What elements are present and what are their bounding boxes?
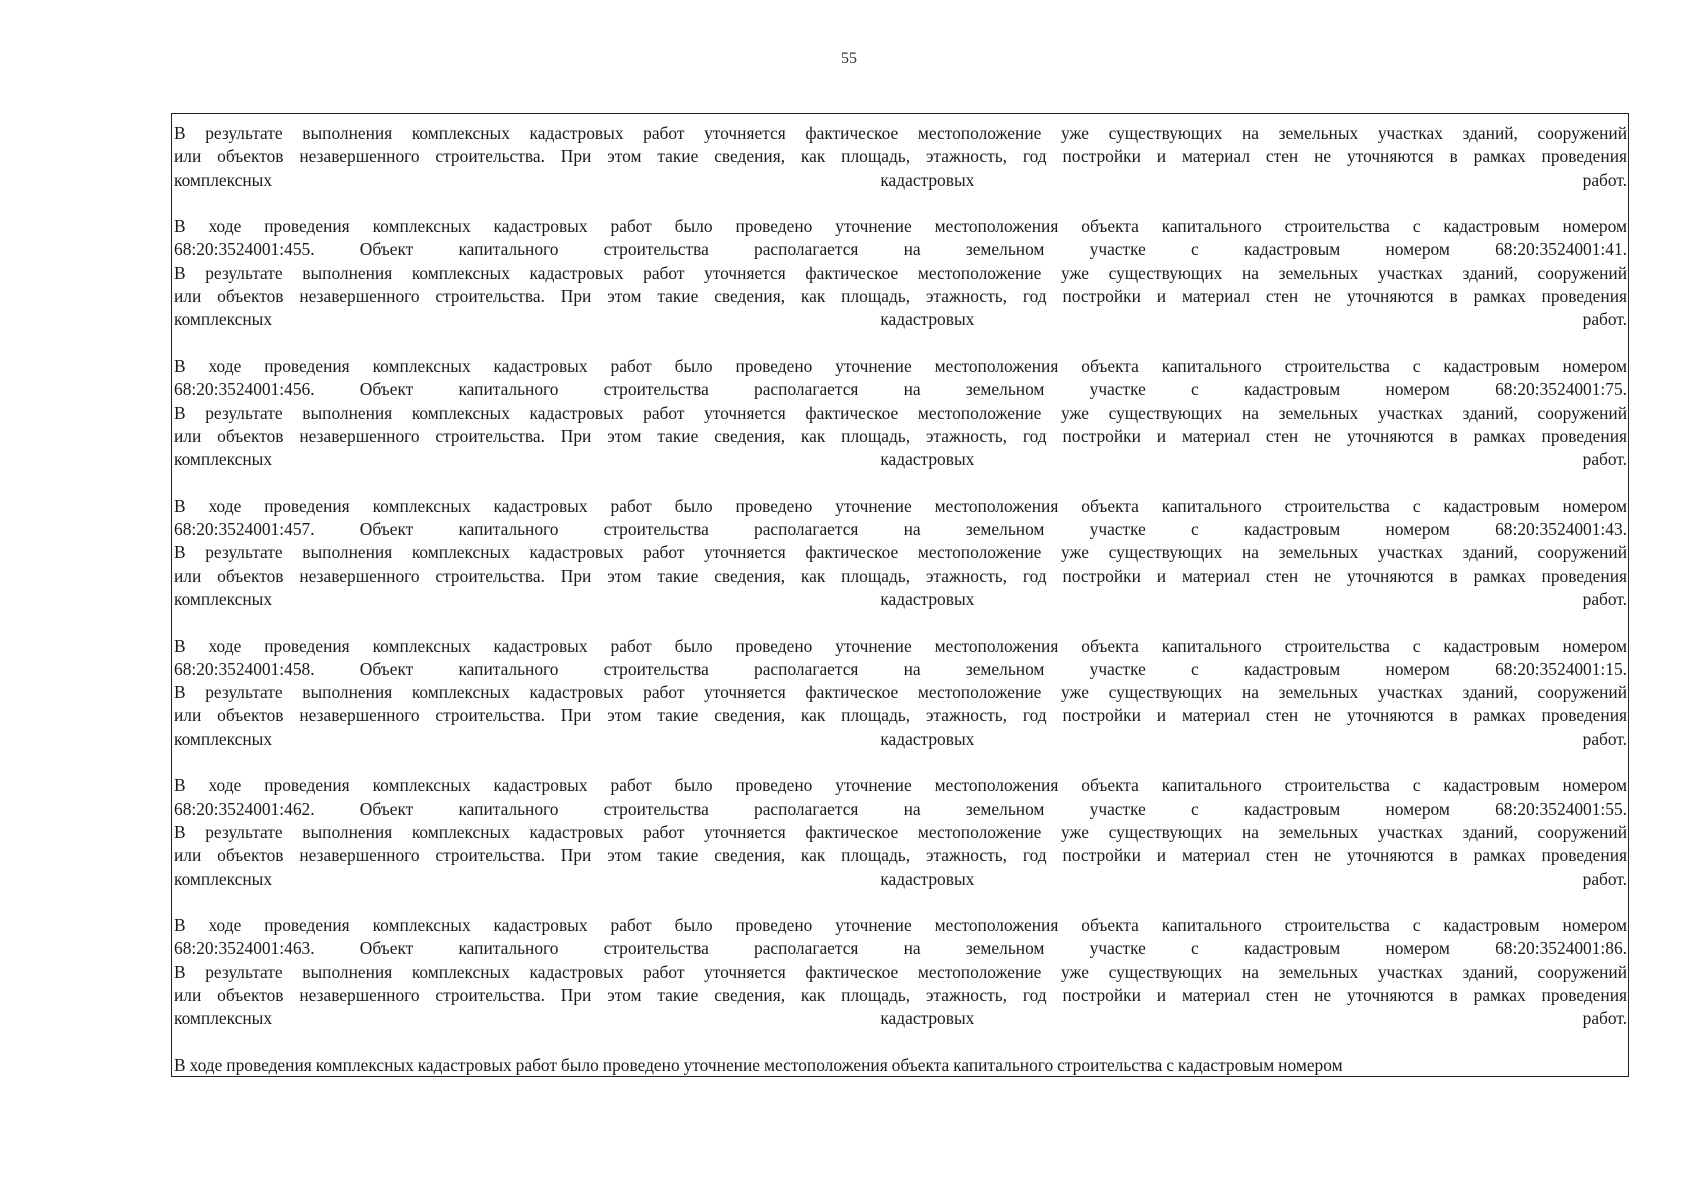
paragraph-line: В ходе проведения комплексных кадастровых работ было проведено уточнение местоположения объекта капитального строительства с кадастровым номером <box>174 216 1627 237</box>
paragraph-line: В результате выполнения комплексных кадастровых работ уточняется фактическое местоположение уже существующих на земельных участках зданий, сооружений <box>174 821 1627 842</box>
paragraph-line: комплексных кадастровых работ. <box>174 588 1627 609</box>
paragraph <box>174 122 1627 192</box>
paragraph-line: 68:20:3524001:462. Объект капитального строительства располагается на земельном участке с кадастровым номером 68:20:3524001:55. <box>174 798 1627 819</box>
paragraph-line: 68:20:3524001:463. Объект капитального строительства располагается на земельном участке с кадастровым номером 68:20:3524001:86. <box>174 938 1627 959</box>
paragraph-line: В ходе проведения комплексных кадастровых работ было проведено уточнение местоположения объекта капитального строительства с кадастровым номером <box>174 355 1627 376</box>
paragraph <box>174 774 1627 890</box>
paragraph-line: В результате выполнения комплексных кадастровых работ уточняется фактическое местоположение уже существующих на земельных участках зданий, сооружений <box>174 961 1627 982</box>
paragraph-line: 68:20:3524001:457. Объект капитального строительства располагается на земельном участке с кадастровым номером 68:20:3524001:43. <box>174 519 1627 540</box>
paragraph-line: В результате выполнения комплексных кадастровых работ уточняется фактическое местоположение уже существующих на земельных участках зданий, сооружений <box>174 123 1627 143</box>
paragraph-line: или объектов незавершенного строительства. При этом такие сведения, как площадь, этажность, год постройки и материал стен не уточняются в рамках проведения <box>174 845 1627 866</box>
paragraph-line: 68:20:3524001:458. Объект капитального строительства располагается на земельном участке с кадастровым номером 68:20:3524001:15. <box>174 658 1627 679</box>
final-paragraph-line: В ходе проведения комплексных кадастровых работ было проведено уточнение местоположения объекта капитального строительства с кадастровым номером <box>174 1054 1343 1075</box>
paragraph-line: В результате выполнения комплексных кадастровых работ уточняется фактическое местоположение уже существующих на земельных участках зданий, сооружений <box>174 402 1627 423</box>
paragraph-line: комплексных кадастровых работ. <box>174 169 1627 190</box>
paragraph-line: 68:20:3524001:456. Объект капитального строительства располагается на земельном участке с кадастровым номером 68:20:3524001:75. <box>174 379 1627 400</box>
paragraph-line: комплексных кадастровых работ. <box>174 728 1627 749</box>
paragraph-line: 68:20:3524001:455. Объект капитального строительства располагается на земельном участке с кадастровым номером 68:20:3524001:41. <box>174 239 1627 260</box>
paragraph-line: или объектов незавершенного строительства. При этом такие сведения, как площадь, этажность, год постройки и материал стен не уточняются в рамках проведения <box>174 146 1627 167</box>
paragraph <box>174 215 1627 331</box>
paragraph <box>174 495 1627 611</box>
page-number: 55 <box>841 50 857 67</box>
paragraph-line: комплексных кадастровых работ. <box>174 1008 1627 1029</box>
paragraph <box>174 914 1627 1030</box>
paragraph-line: В ходе проведения комплексных кадастровых работ было проведено уточнение местоположения объекта капитального строительства с кадастровым номером <box>174 915 1627 936</box>
paragraph-line: комплексных кадастровых работ. <box>174 309 1627 330</box>
paragraph-line: В ходе проведения комплексных кадастровых работ было проведено уточнение местоположения объекта капитального строительства с кадастровым номером <box>174 635 1627 656</box>
paragraph-line: В результате выполнения комплексных кадастровых работ уточняется фактическое местоположение уже существующих на земельных участках зданий, сооружений <box>174 682 1627 703</box>
text-frame <box>171 113 1629 1077</box>
paragraph-line: или объектов незавершенного строительства. При этом такие сведения, как площадь, этажность, год постройки и материал стен не уточняются в рамках проведения <box>174 984 1627 1005</box>
paragraph-container <box>172 114 1628 1077</box>
paragraph-line: или объектов незавершенного строительства. При этом такие сведения, как площадь, этажность, год постройки и материал стен не уточняются в рамках проведения <box>174 286 1627 307</box>
paragraph-line: или объектов незавершенного строительства. При этом такие сведения, как площадь, этажность, год постройки и материал стен не уточняются в рамках проведения <box>174 565 1627 586</box>
paragraph-line: комплексных кадастровых работ. <box>174 868 1627 889</box>
paragraph-line: В результате выполнения комплексных кадастровых работ уточняется фактическое местоположение уже существующих на земельных участках зданий, сооружений <box>174 542 1627 563</box>
paragraph <box>174 635 1627 751</box>
paragraph-line: комплексных кадастровых работ. <box>174 449 1627 470</box>
paragraph-line: или объектов незавершенного строительства. При этом такие сведения, как площадь, этажность, год постройки и материал стен не уточняются в рамках проведения <box>174 705 1627 726</box>
paragraph <box>174 355 1627 471</box>
paragraph-line: В результате выполнения комплексных кадастровых работ уточняется фактическое местоположение уже существующих на земельных участках зданий, сооружений <box>174 262 1627 283</box>
paragraph-line: В ходе проведения комплексных кадастровых работ было проведено уточнение местоположения объекта капитального строительства с кадастровым номером <box>174 775 1627 796</box>
paragraph-line: или объектов незавершенного строительства. При этом такие сведения, как площадь, этажность, год постройки и материал стен не уточняются в рамках проведения <box>174 425 1627 446</box>
paragraph-line: В ходе проведения комплексных кадастровых работ было проведено уточнение местоположения объекта капитального строительства с кадастровым номером <box>174 495 1627 516</box>
